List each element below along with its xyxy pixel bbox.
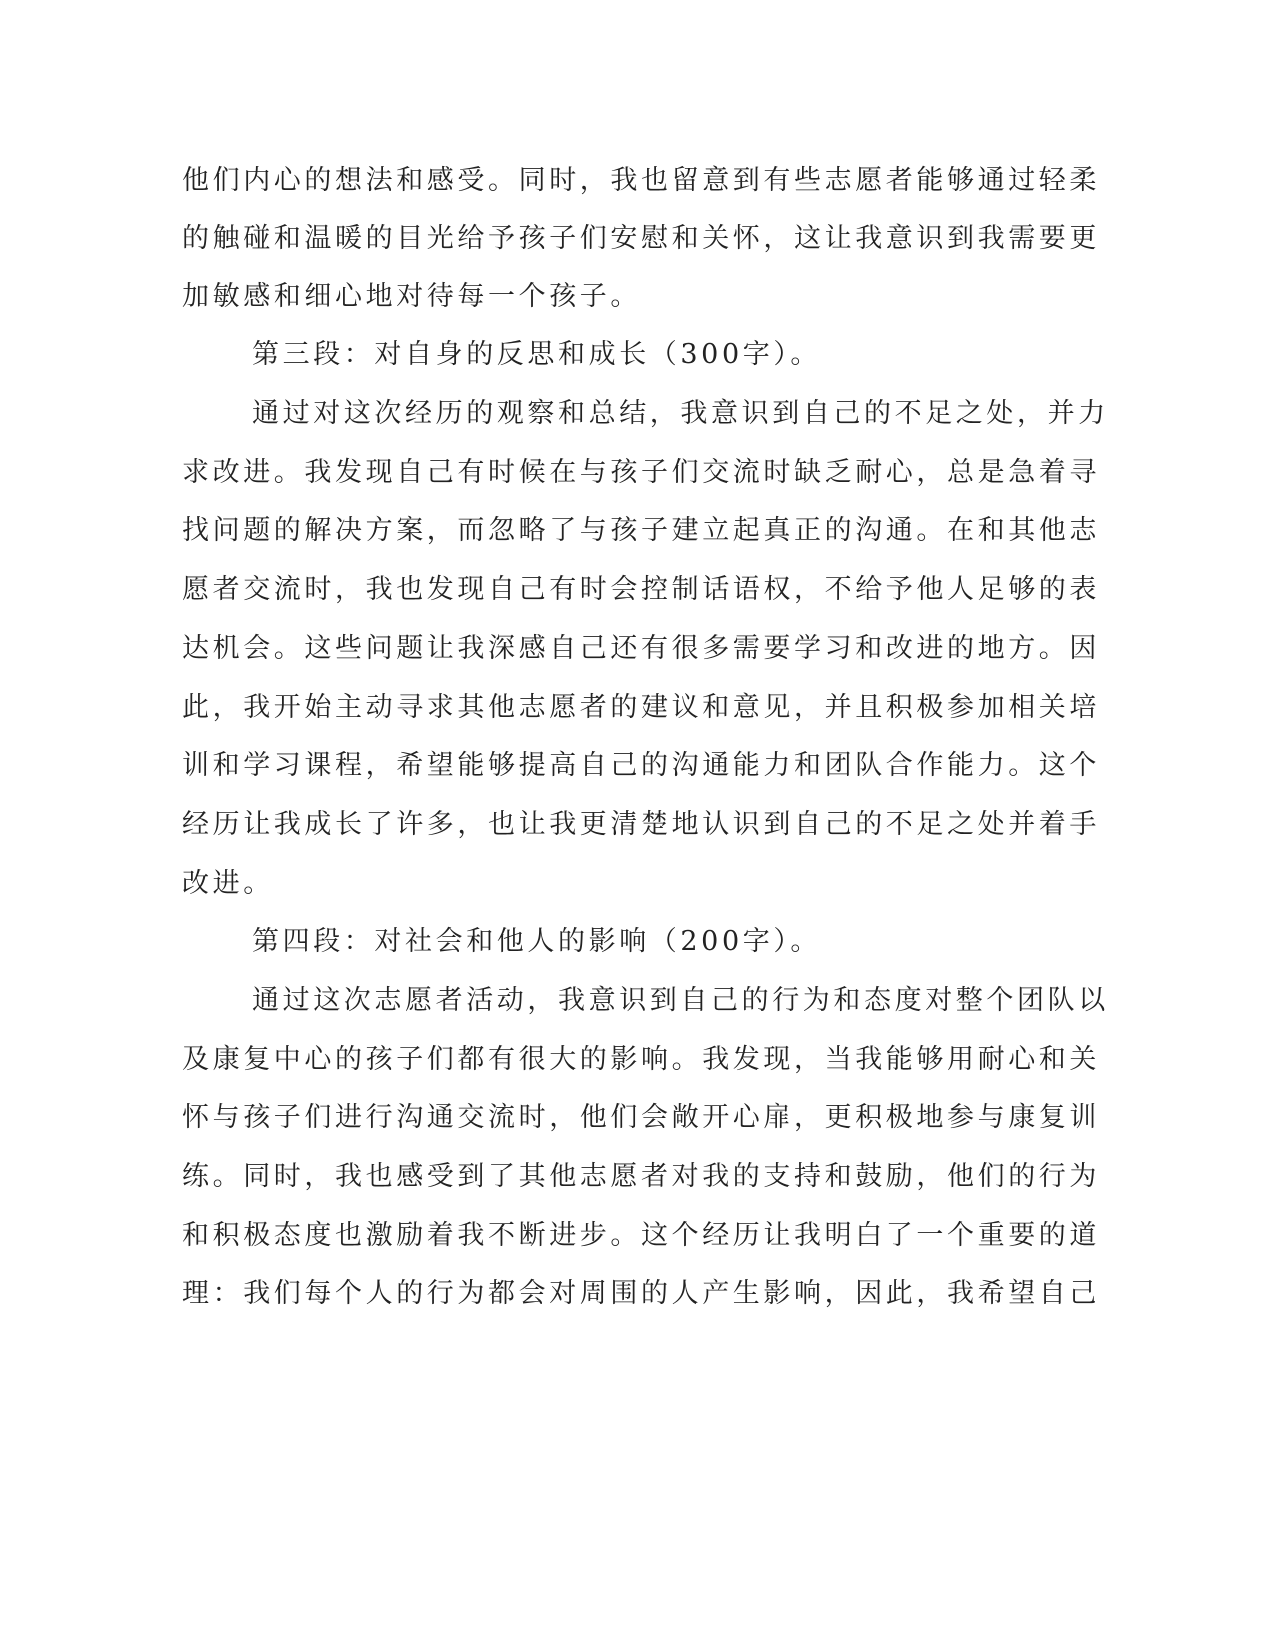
text-line: 通过对这次经历的观察和总结，我意识到自己的不足之处，并力: [252, 398, 1109, 429]
text-line: 及康复中心的孩子们都有很大的影响。我发现，当我能够用耐心和关: [182, 1044, 1100, 1075]
text-line: 改进。: [182, 868, 274, 899]
text-line: 的触碰和温暖的目光给予孩子们安慰和关怀，这让我意识到我需要更: [182, 223, 1100, 254]
text-line: 训和学习课程，希望能够提高自己的沟通能力和团队合作能力。这个: [182, 750, 1100, 781]
text-line: 练。同时，我也感受到了其他志愿者对我的支持和鼓励，他们的行为: [182, 1161, 1100, 1192]
text-line: 和积极态度也激励着我不断进步。这个经历让我明白了一个重要的道: [182, 1220, 1100, 1251]
text-line: 加敏感和细心地对待每一个孩子。: [182, 281, 641, 312]
text-line: 求改进。我发现自己有时候在与孩子们交流时缺乏耐心，总是急着寻: [182, 457, 1100, 488]
section-heading: 第三段：对自身的反思和成长（300字）。: [252, 339, 822, 370]
text-line: 找问题的解决方案，而忽略了与孩子建立起真正的沟通。在和其他志: [182, 515, 1100, 546]
text-line: 理：我们每个人的行为都会对周围的人产生影响，因此，我希望自己: [182, 1278, 1100, 1309]
text-line: 他们内心的想法和感受。同时，我也留意到有些志愿者能够通过轻柔: [182, 165, 1100, 196]
text-line: 经历让我成长了许多，也让我更清楚地认识到自己的不足之处并着手: [182, 809, 1100, 840]
text-line: 怀与孩子们进行沟通交流时，他们会敞开心扉，更积极地参与康复训: [182, 1102, 1100, 1133]
text-line: 愿者交流时，我也发现自己有时会控制话语权，不给予他人足够的表: [182, 574, 1100, 605]
text-line: 达机会。这些问题让我深感自己还有很多需要学习和改进的地方。因: [182, 633, 1100, 664]
text-line: 此，我开始主动寻求其他志愿者的建议和意见，并且积极参加相关培: [182, 692, 1100, 723]
section-heading: 第四段：对社会和他人的影响（200字）。: [252, 926, 822, 957]
text-line: 通过这次志愿者活动，我意识到自己的行为和态度对整个团队以: [252, 985, 1109, 1016]
